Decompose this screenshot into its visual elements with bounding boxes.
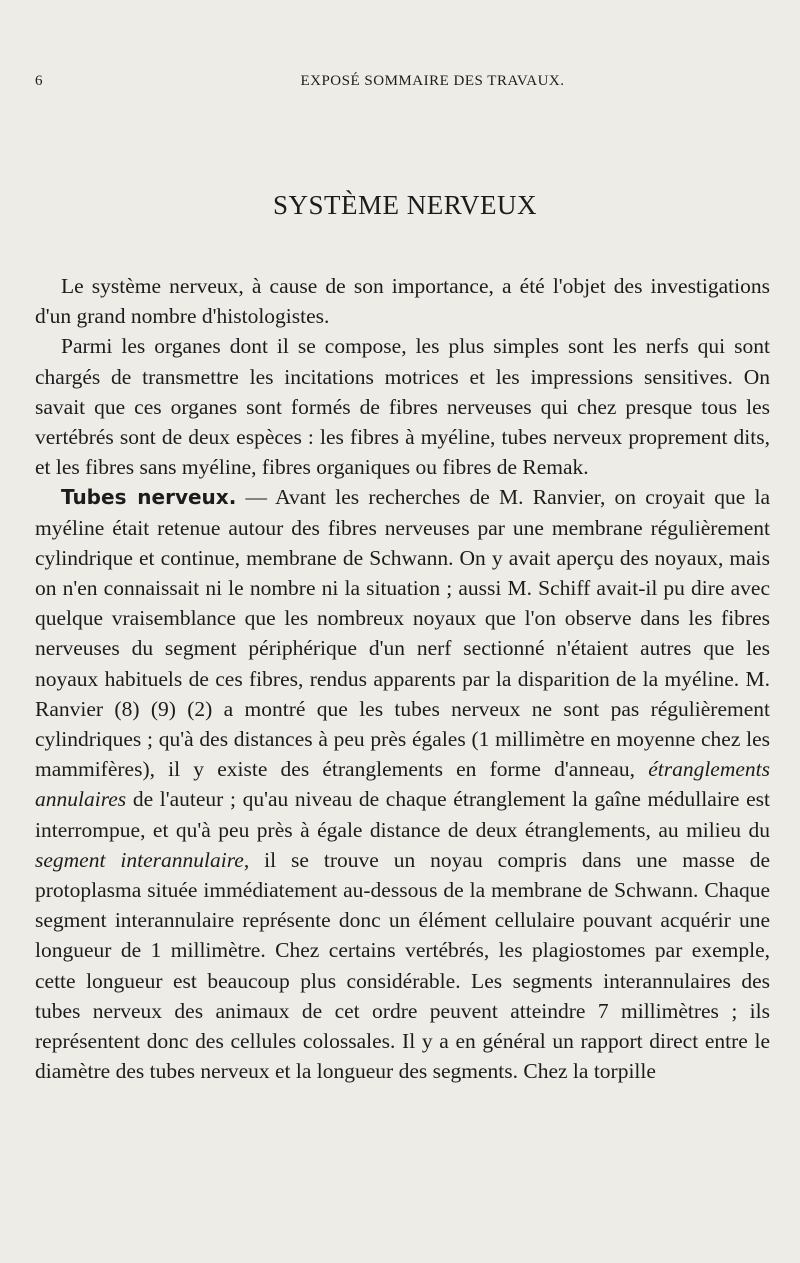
italic-term: segment interannulaire: [35, 847, 244, 872]
paragraph-text-segment: — Avant les recherches de M. Ranvier, on croyait que la myéline était retenue autour des fibres nerveuses par une membrane régulièrement cylindrique et continue, membrane de Schwann. On y avait aperçu des noyaux, mais on n'en connaissait ni le nombre ni la situation ; aussi M. Schiff avait-il pu dire avec quelque vraisemblance que les nombreux noyaux que l'on observe dans les fibres nerveuses du segment périphérique d'un nerf sectionné n'étaient autres que les noyaux habituels de ces fibres, rendus apparents par la disparition de la myéline. M. Ranvier (8) (9) (2) a montré que les tubes nerveux ne sont pas régulièrement cylindriques ; qu'à des distances à peu près égales (1 millimètre en moyenne chez les mammifères), il y existe des étranglements en forme d'anneau,: [35, 485, 770, 782]
page-number: 6: [35, 73, 43, 89]
paragraph-text-segment: , il se trouve un noyau compris dans une masse de protoplasma située immédiatement au-dessous de la membrane de Schwann. Chaque segment interannulaire représente donc un élément cellulaire pouvant acquérir une longueur de 1 millimètre. Chez certains vertébrés, les plagiostomes par exemple, cette longueur est beaucoup plus considérable. Les segments interannulaires des tubes nerveux des animaux de cet ordre peuvent atteindre 7 millimètres ; ils représentent donc des cellules colossales. Il y a en général un rapport direct entre le diamètre des tubes nerveux et la longueur des segments. Chez la torpille: [35, 847, 770, 1084]
body-text: [35, 271, 770, 1086]
run-in-heading: Tubes nerveux.: [61, 485, 237, 510]
running-header: [35, 73, 770, 97]
running-title: EXPOSÉ SOMMAIRE DES TRAVAUX.: [300, 73, 565, 89]
paragraph-text-segment: de l'auteur ; qu'au niveau de chaque étranglement la gaîne médullaire est interrompue, et qu'à peu près à égale distance de deux étranglements, au milieu du: [35, 787, 770, 842]
section-title: SYSTÈME NERVEUX: [272, 190, 538, 220]
paragraph-intro: Le système nerveux, à cause de son importance, a été l'objet des investigations d'un grand nombre d'histologistes.: [35, 274, 770, 329]
paragraph-nerves: Parmi les organes dont il se compose, les plus simples sont les nerfs qui sont chargés de transmettre les incitations motrices et les impressions sensitives. On savait que ces organes sont formés de fibres nerveuses qui chez presque tous les vertébrés sont de deux espèces : les fibres à myéline, tubes nerveux proprement dits, et les fibres sans myéline, fibres organiques ou fibres de Remak.: [35, 334, 770, 480]
paragraph-tubes-nerveux: [35, 482, 770, 1086]
italic-term: étranglements annulaires: [35, 757, 770, 812]
